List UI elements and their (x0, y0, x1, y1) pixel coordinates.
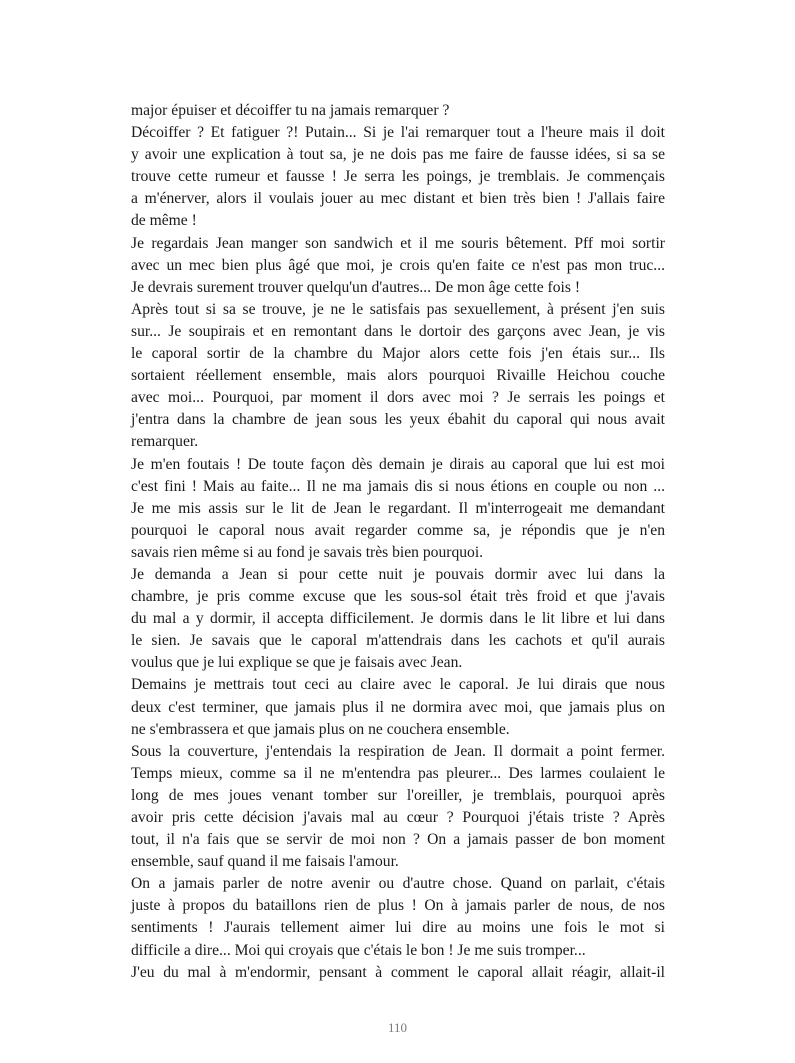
text-line: Après tout si sa se trouve, je ne le satisfais pas sexuellement, à présent j'en suis (131, 300, 665, 318)
page-number: 110 (387, 1020, 408, 1035)
text-line: chambre, je pris comme excuse que les sous-sol était très froid et que j'avais (131, 588, 665, 606)
text-line: Sous la couverture, j'entendais la respiration de Jean. Il dormait a point fermer. (131, 742, 665, 760)
text-line: juste à propos du bataillons rien de plus ! On à jamais parler de nous, de nos (131, 897, 665, 915)
text-line: difficile a dire... Moi qui croyais que c'étais le bon ! Je me suis tromper... (131, 941, 586, 959)
text-line: Décoiffer ? Et fatiguer ?! Putain... Si je l'ai remarquer tout a l'heure mais il doit (131, 124, 665, 142)
text-line: J'eu du mal à m'endormir, pensant à comment le caporal allait réagir, allait-il (131, 963, 665, 981)
text-line: remarquer. (131, 433, 199, 451)
text-line: c'est fini ! Mais au faite... Il ne ma jamais dis si nous étions en couple ou non ... (131, 477, 665, 495)
text-line: sur... Je soupirais et en remontant dans le dortoir des garçons avec Jean, je vis (131, 322, 665, 340)
text-line: major épuiser et décoiffer tu na jamais remarquer ? (131, 102, 450, 119)
text-line: y avoir une explication à tout sa, je ne dois pas me faire de fausse idées, si sa se (131, 146, 665, 164)
text-line: ne s'embrassera et que jamais plus on ne couchera ensemble. (131, 720, 510, 738)
text-line: voulus que je lui explique se que je faisais avec Jean. (131, 654, 463, 672)
text-line: savais rien même si au fond je savais très bien pourquoi. (131, 543, 484, 561)
text-line: ensemble, sauf quand il me faisais l'amour. (131, 853, 399, 871)
text-line: deux c'est terminer, que jamais plus il ne dormira avec moi, que jamais plus on (131, 698, 665, 716)
text-line: Demains je mettrais tout ceci au claire avec le caporal. Je lui dirais que nous (131, 676, 665, 694)
text-line: Je demanda a Jean si pour cette nuit je pouvais dormir avec lui dans la (131, 565, 665, 583)
text-line: j'entra dans la chambre de jean sous les yeux ébahit du caporal qui nous avait (131, 411, 665, 429)
text-line: de même ! (131, 212, 197, 230)
text-line: le caporal sortir de la chambre du Major alors cette fois j'en étais sur... Ils (131, 345, 665, 363)
text-line: avoir pris cette décision j'avais mal au cœur ? Pourquoi j'étais triste ? Après (131, 809, 665, 826)
text-line: Je me mis assis sur le lit de Jean le regardant. Il m'interrogeait me demandant (131, 499, 665, 517)
text-line: long de mes joues venant tomber sur l'oreiller, je tremblais, pourquoi après (131, 786, 665, 804)
text-line: Temps mieux, comme sa il ne m'entendra pas pleurer... Des larmes coulaient le (131, 764, 665, 782)
text-line: a m'énerver, alors il voulais jouer au mec distant et bien très bien ! J'allais faire (131, 190, 665, 208)
text-line: tout, il n'a fais que se servir de moi non ? On a jamais passer de bon moment (131, 831, 665, 849)
text-line: sentiments ! J'aurais tellement aimer lui dire au moins une fois le mot si (131, 919, 665, 937)
text-line: Je m'en foutais ! De toute façon dès demain je dirais au caporal que lui est moi (131, 455, 665, 473)
text-line: pourquoi le caporal nous avait regarder comme sa, je répondis que je n'en (131, 521, 665, 539)
text-line: avec un mec bien plus âgé que moi, je crois qu'en faite ce n'est pas mon truc... (131, 256, 665, 274)
text-line: le sien. Je savais que le caporal m'attendrais dans les cachots et qu'il aurais (131, 632, 665, 650)
text-line: avec moi... Pourquoi, par moment il dors avec moi ? Je serrais les poings et (131, 389, 665, 407)
text-line: sortaient réellement ensemble, mais alors pourquoi Rivaille Heichou couche (131, 367, 665, 385)
text-line: du mal a y dormir, il accepta difficilement. Je dormis dans le lit libre et lui dans (131, 610, 665, 628)
text-line: Je devrais surement trouver quelqu'un d'autres... De mon âge cette fois ! (131, 278, 581, 296)
body-text (131, 100, 665, 984)
text-line: Je regardais Jean manger son sandwich et il me souris bêtement. Pff moi sortir (131, 234, 665, 252)
text-line: trouve cette rumeur et fausse ! Je serra les poings, je tremblais. Je commençais (131, 168, 665, 186)
text-line: On a jamais parler de notre avenir ou d'autre chose. Quand on parlait, c'étais (131, 875, 665, 893)
